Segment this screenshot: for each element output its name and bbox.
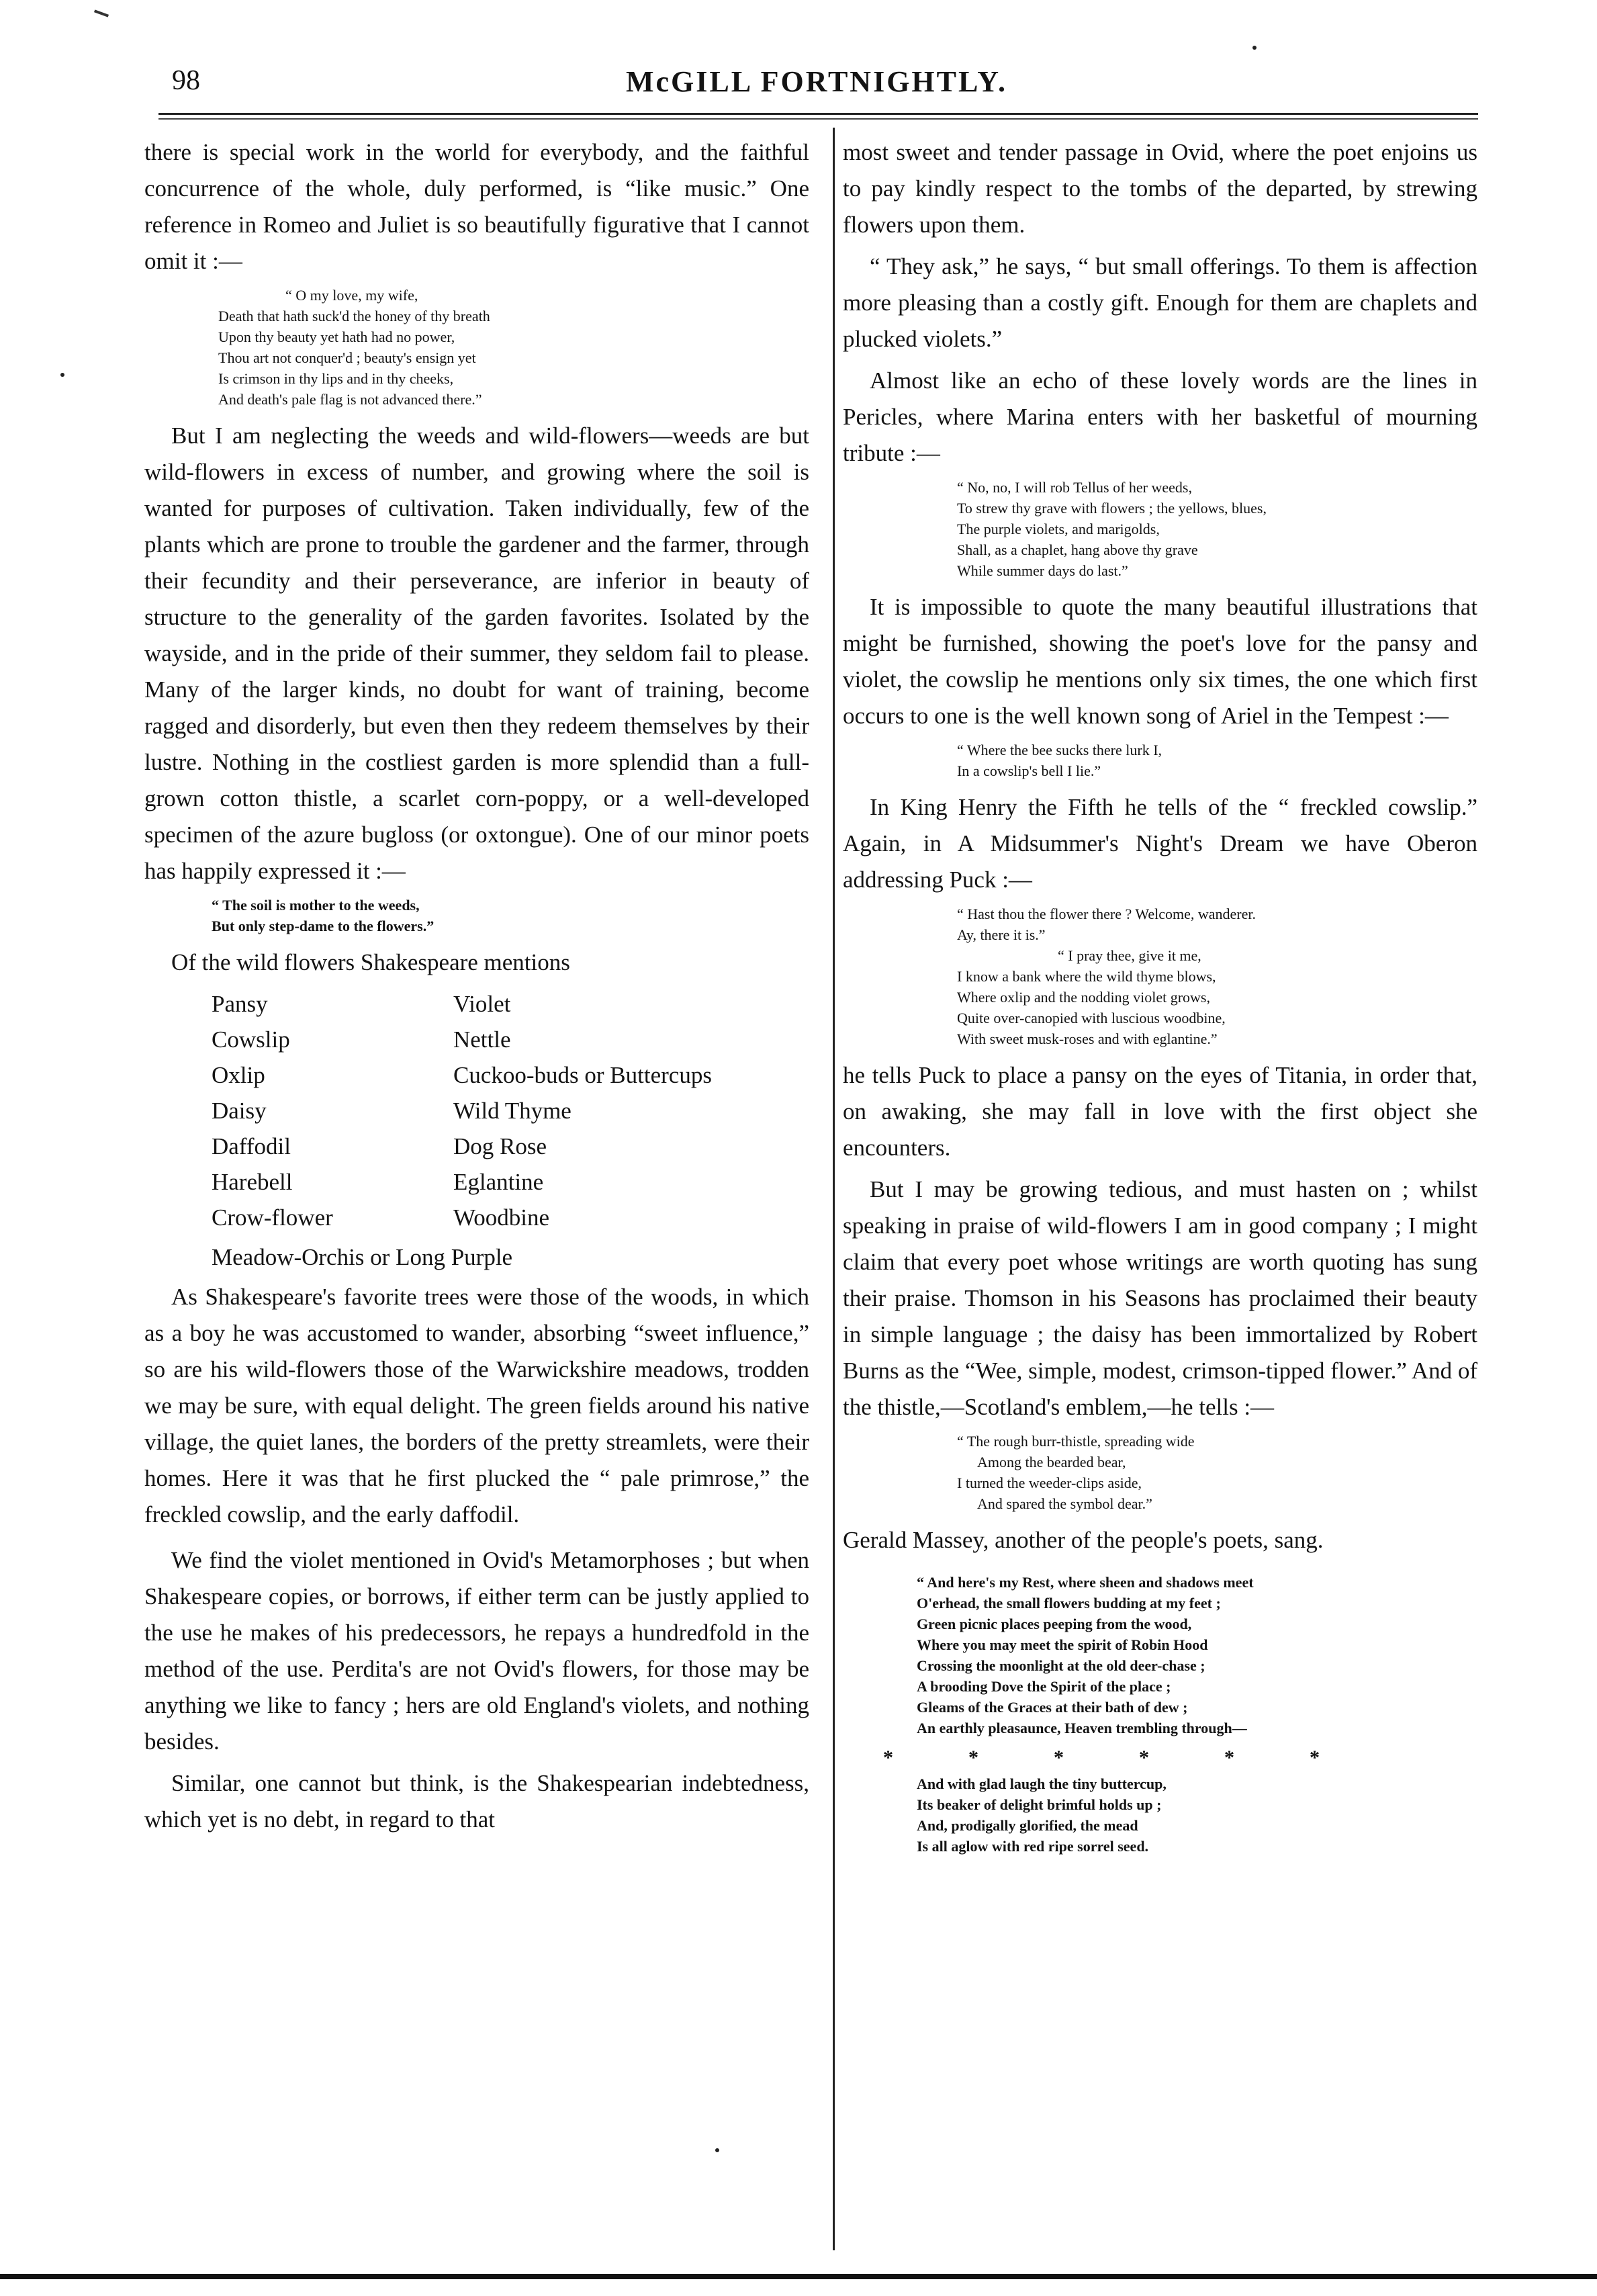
plant-name: Dog Rose: [453, 1133, 547, 1159]
scan-mark: [94, 9, 109, 17]
asterism: [883, 1747, 1320, 1769]
verse-line: And spared the symbol dear.”: [977, 1495, 1152, 1512]
plant-name: Eglantine: [453, 1169, 544, 1195]
verse-line: And death's pale flag is not advanced there.”: [218, 391, 482, 408]
verse-line: And, prodigally glorified, the mead: [917, 1817, 1138, 1834]
verse-quote: [957, 477, 1477, 581]
verse-line: “ No, no, I will rob Tellus of her weeds,: [957, 479, 1192, 496]
plant-name: Harebell: [212, 1169, 293, 1195]
paragraph: most sweet and tender passage in Ovid, where the poet enjoins us to pay kindly respect to the tombs of the departed, by strewing flowers upon them.: [843, 139, 1477, 238]
verse-line: “ O my love, my wife,: [285, 287, 418, 304]
paragraph: In King Henry the Fifth he tells of the “ freckled cowslip.” Again, in A Midsummer's Night's Dream we have Oberon addressing Puck :—: [843, 794, 1477, 893]
verse-line: The purple violets, and marigolds,: [957, 521, 1160, 537]
paragraph: As Shakespeare's favorite trees were those of the woods, in which as a boy he was accustomed to wander, absorbing “sweet influence,” so are his wild-flowers those of the Warwickshire meadows, trodden we may be sure, with equal delight. The green fields around his native village, the quiet lanes, the borders of the pretty streamlets, were their homes. Here it was that he first plucked the “ pale primrose,” the freckled cowslip, and the early daffodil.: [144, 1284, 809, 1528]
verse-quote: [957, 903, 1477, 1049]
verse-line: Where you may meet the spirit of Robin Hood: [917, 1636, 1208, 1653]
paragraph: We find the violet mentioned in Ovid's Metamorphoses ; but when Shakespeare copies, or borrows, if either term can be justly applied to the use he makes of his predecessors, he repays a hundredfold in the method of the use. Perdita's are not Ovid's flowers, for those may be anything we like to fancy ; hers are old England's violets, and nothing besides.: [144, 1547, 809, 1755]
plant-name: Cuckoo-buds or Buttercups: [453, 1062, 712, 1088]
paragraph: It is impossible to quote the many beautiful illustrations that might be furnished, showing the poet's love for the pansy and violet, the cowslip he mentions only six times, the one which first occurs to one is the well known song of Ariel in the Tempest :—: [843, 594, 1477, 729]
verse-line: “ Where the bee sucks there lurk I,: [957, 742, 1162, 758]
verse-line: Ay, there it is.”: [957, 926, 1046, 943]
verse-line: While summer days do last.”: [957, 562, 1128, 579]
page-header: [158, 64, 1475, 112]
verse-line: Gleams of the Graces at their bath of dew ;: [917, 1699, 1188, 1716]
paragraph: he tells Puck to place a pansy on the eyes of Titania, in order that, on awaking, she may fall in love with the first object she encounters.: [843, 1062, 1477, 1161]
plant-name: Cowslip: [212, 1026, 290, 1053]
verse-line: “ The soil is mother to the weeds,: [212, 897, 420, 914]
paragraph: Of the wild flowers Shakespeare mentions: [171, 949, 570, 975]
plant-list: [212, 986, 809, 1235]
scan-speck: [715, 2148, 719, 2152]
verse-line: Green picnic places peeping from the wood,: [917, 1616, 1192, 1632]
verse-line: And with glad laugh the tiny buttercup,: [917, 1775, 1167, 1792]
star-glyph: *: [883, 1747, 893, 1769]
verse-line: Where oxlip and the nodding violet grows,: [957, 989, 1210, 1006]
verse-line: “ Hast thou the flower there ? Welcome, wanderer.: [957, 906, 1256, 922]
plant-name: Wild Thyme: [453, 1098, 572, 1124]
header-rule: [158, 113, 1478, 120]
plant-name: Woodbine: [453, 1204, 549, 1231]
verse-line: Its beaker of delight brimful holds up ;: [917, 1796, 1162, 1813]
plant-name: Violet: [453, 991, 511, 1017]
star-glyph: *: [968, 1747, 978, 1769]
verse-line: Thou art not conquer'd ; beauty's ensign yet: [218, 349, 476, 366]
verse-line: Among the bearded bear,: [977, 1454, 1126, 1470]
left-column: [144, 134, 809, 1843]
plant-name: Daisy: [212, 1098, 267, 1124]
verse-line: “ The rough burr-thistle, spreading wide: [957, 1433, 1195, 1450]
verse-line: Death that hath suck'd the honey of thy breath: [218, 308, 490, 324]
plant-name: Daffodil: [212, 1133, 291, 1159]
verse-line: An earthly pleasaunce, Heaven trembling through—: [917, 1720, 1247, 1736]
page-number: 98: [172, 65, 200, 96]
verse-line: In a cowslip's bell I lie.”: [957, 762, 1101, 779]
verse-line: Shall, as a chaplet, hang above thy grave: [957, 541, 1198, 558]
verse-line: Crossing the moonlight at the old deer-chase ;: [917, 1657, 1205, 1674]
right-column: [843, 134, 1477, 1865]
verse-quote: [917, 1572, 1477, 1738]
paragraph: But I am neglecting the weeds and wild-flowers—weeds are but wild-flowers in excess of number, and growing where the soil is wanted for purposes of cultivation. Taken individually, few of the plants which are prone to trouble the gardener and the farmer, through their fecundity and their perseverance, are inferior in beauty of structure to the generality of the garden favorites. Isolated by the wayside, and in the pride of their summer, they seldom fail to please. Many of the larger kinds, no doubt for want of training, become ragged and disorderly, but even then they redeem themselves by their lustre. Nothing in the costliest garden is more splendid than a full-grown cotton thistle, a scarlet corn-poppy, or a well-developed specimen of the azure bugloss (or oxtongue). One of our minor poets has happily expressed it :—: [144, 423, 809, 884]
verse-quote: [957, 740, 1477, 781]
verse-quote: [917, 1773, 1477, 1857]
verse-line: With sweet musk-roses and with eglantine.”: [957, 1030, 1218, 1047]
scan-speck: [1252, 46, 1257, 50]
verse-quote: [218, 285, 809, 410]
verse-line: Is crimson in thy lips and in thy cheeks,: [218, 370, 454, 387]
verse-quote: [957, 1431, 1477, 1514]
verse-line: A brooding Dove the Spirit of the place ;: [917, 1678, 1171, 1695]
verse-line: Quite over-canopied with luscious woodbine,: [957, 1010, 1226, 1026]
paragraph: Similar, one cannot but think, is the Shakespearian indebtedness, which yet is no debt, in regard to that: [144, 1770, 809, 1833]
paragraph: Almost like an echo of these lovely words are the lines in Pericles, where Marina enters with her basketful of mourning tribute :—: [843, 367, 1477, 466]
verse-line: O'erhead, the small flowers budding at my feet ;: [917, 1595, 1221, 1611]
verse-line: But only step-dame to the flowers.”: [212, 918, 435, 934]
verse-line: “ I pray thee, give it me,: [1058, 947, 1201, 964]
plant-name: Oxlip: [212, 1062, 265, 1088]
verse-line: Is all aglow with red ripe sorrel seed.: [917, 1838, 1149, 1855]
verse-line: Upon thy beauty yet hath had no power,: [218, 328, 455, 345]
verse-line: “ And here's my Rest, where sheen and shadows meet: [917, 1574, 1254, 1591]
plant-name: Meadow-Orchis or Long Purple: [212, 1244, 513, 1270]
plant-name: Nettle: [453, 1026, 511, 1053]
plant-name: Crow-flower: [212, 1204, 333, 1231]
star-glyph: *: [1224, 1747, 1234, 1769]
star-glyph: *: [1054, 1747, 1064, 1769]
star-glyph: *: [1139, 1747, 1149, 1769]
verse-line: I know a bank where the wild thyme blows,: [957, 968, 1216, 985]
paragraph: Gerald Massey, another of the people's poets, sang.: [843, 1527, 1324, 1553]
verse-line: To strew thy grave with flowers ; the yellows, blues,: [957, 500, 1267, 517]
paragraph: “ They ask,” he says, “ but small offerings. To them is affection more pleasing than a costly gift. Enough for them are chaplets and plucked violets.”: [843, 253, 1477, 352]
paragraph: there is special work in the world for everybody, and the faithful concurrence of the whole, duly performed, is “like music.” One reference in Romeo and Juliet is so beautifully figurative that I cannot omit it :—: [144, 139, 809, 274]
plant-name: Pansy: [212, 991, 268, 1017]
running-title: McGILL FORTNIGHTLY.: [625, 65, 1008, 98]
verse-quote: [212, 895, 809, 936]
column-divider: [833, 128, 835, 2250]
star-glyph: *: [1310, 1747, 1320, 1769]
footer-rule: [0, 2274, 1597, 2279]
scan-speck: [60, 373, 64, 377]
verse-line: I turned the weeder-clips aside,: [957, 1474, 1142, 1491]
paragraph: But I may be growing tedious, and must hasten on ; whilst speaking in praise of wild-flowers I am in good company ; I might claim that every poet whose writings are worth quoting has sung their praise. Thomson in his Seasons has proclaimed their beauty in simple language ; the daisy has been immortalized by Robert Burns as the “Wee, simple, modest, crimson-tipped flower.” And of the thistle,—Scotland's emblem,—he tells :—: [843, 1176, 1477, 1420]
